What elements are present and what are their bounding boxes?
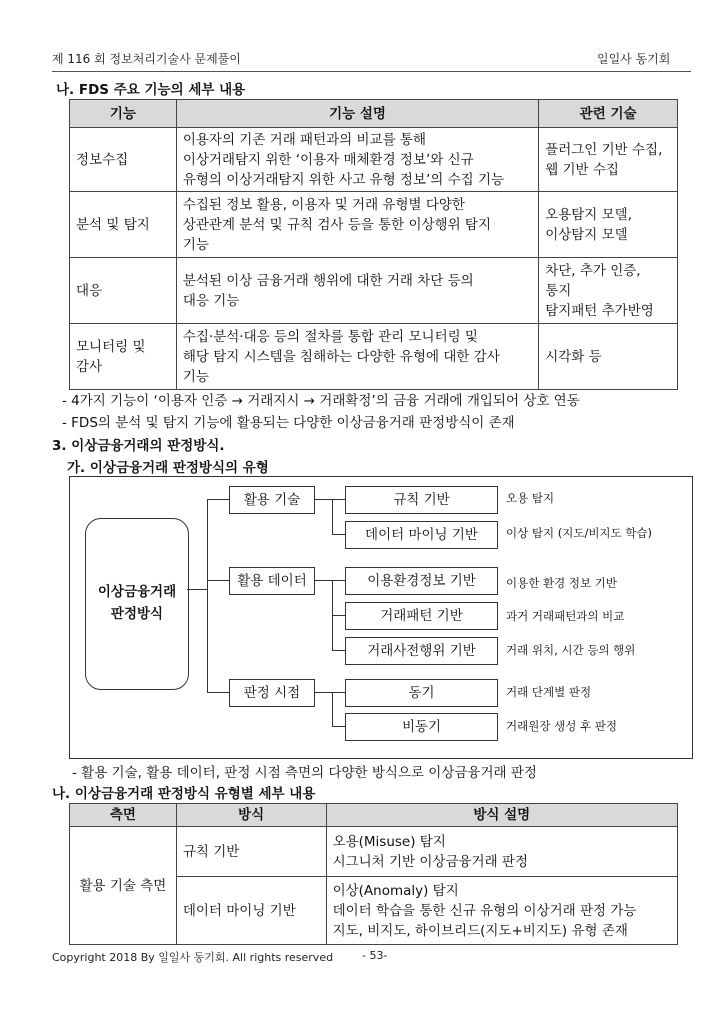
table-row: 데이터 마이닝 기반 이상(Anomaly) 탐지 데이터 학습을 통한 신규 유형의 이상거래 판정 가능 지도, 비지도, 하이브리드(지도+비지도) 유형 존재 — [70, 877, 678, 945]
leaf-box: 비동기 — [345, 713, 498, 741]
category-box: 활용 데이터 — [229, 567, 315, 595]
leaf-note: 거래원장 생성 후 판정 — [506, 719, 617, 733]
header-group: 일일사 동기회 — [597, 52, 671, 66]
col-header-tech: 관련 기술 — [539, 100, 678, 128]
leaf-note: 이용한 환경 정보 기반 — [506, 576, 617, 590]
leaf-note: 거래 위치, 시간 등의 행위 — [506, 643, 636, 657]
bullet-3: - 활용 기술, 활용 데이터, 판정 시점 측면의 다양한 방식으로 이상금융거래 판정 — [72, 765, 537, 781]
header-title: 제 116 회 정보처리기술사 문제풀이 — [52, 52, 241, 66]
bullet-1: - 4가지 기능이 ‘이용자 인증 → 거래지시 → 거래확정’의 금융 거래에 개입되어 상호 연동 — [62, 393, 580, 409]
table-row: 정보수집 이용자의 기존 거래 패턴과의 비교를 통해 이상거래탐지 위한 ‘이용자 매체환경 정보’와 신규 유형의 이상거래탐지 위한 사고 유형 정보’의 수집 기능 플러그인 기반 수집, 웹 기반 수집 — [70, 128, 678, 192]
section-heading-judgement: 3. 이상금융거래의 판정방식. — [52, 438, 225, 454]
leaf-box: 동기 — [345, 679, 498, 707]
judgement-detail-table — [69, 803, 678, 945]
judgement-diagram — [69, 476, 693, 759]
col-header-method-desc: 방식 설명 — [326, 804, 677, 827]
bullet-2: - FDS의 분석 및 탐지 기능에 활용되는 다양한 이상금융거래 판정방식이 존재 — [62, 415, 515, 431]
header-divider — [52, 71, 691, 72]
category-box: 활용 기술 — [229, 486, 315, 514]
category-box: 판정 시점 — [229, 679, 315, 707]
footer-copyright: Copyright 2018 By 일일사 동기회. All rights reserved — [52, 951, 334, 964]
leaf-note: 과거 거래패턴과의 비교 — [506, 609, 625, 623]
col-header-description: 기능 설명 — [176, 100, 538, 128]
root-node: 이상금융거래 판정방식 — [85, 518, 189, 690]
section-heading-details: 나. 이상금융거래 판정방식 유형별 세부 내용 — [52, 786, 316, 802]
table-row: 활용 기술 측면 규칙 기반 오용(Misuse) 탐지 시그니처 기반 이상금융거래 판정 — [70, 827, 678, 877]
leaf-box: 데이터 마이닝 기반 — [345, 521, 498, 549]
fds-feature-table — [69, 99, 678, 390]
table-row: 모니터링 및 감사 수집·분석·대응 등의 절차를 통합 관리 모니터링 및 해당 탐지 시스템을 침해하는 다양한 유형에 대한 감사 기능 시각화 등 — [70, 324, 678, 390]
leaf-box: 거래패턴 기반 — [345, 602, 498, 630]
table-row: 대응 분석된 이상 금융거래 행위에 대한 거래 차단 등의 대응 기능 차단, 추가 인증, 통지 탐지패턴 추가반영 — [70, 258, 678, 324]
table-row: 분석 및 탐지 수집된 정보 활용, 이용자 및 거래 유형별 다양한 상관관계 분석 및 규칙 검사 등을 통한 이상행위 탐지 기능 오용탐지 모델, 이상탐지 모델 — [70, 192, 678, 258]
subsection-heading-types: 가. 이상금융거래 판정방식의 유형 — [67, 460, 269, 476]
leaf-box: 거래사전행위 기반 — [345, 637, 498, 665]
col-header-aspect: 측면 — [70, 804, 177, 827]
leaf-note: 오용 탐지 — [506, 491, 555, 505]
col-header-feature: 기능 — [70, 100, 177, 128]
leaf-box: 규칙 기반 — [345, 486, 498, 514]
leaf-note: 이상 탐지 (지도/비지도 학습) — [506, 526, 653, 540]
leaf-box: 이용환경정보 기반 — [345, 567, 498, 595]
aspect-cell: 활용 기술 측면 — [70, 827, 177, 945]
page-number: - 53- — [362, 949, 388, 962]
leaf-note: 거래 단계별 판정 — [506, 685, 592, 699]
section-heading-fds: 나. FDS 주요 기능의 세부 내용 — [56, 82, 246, 98]
col-header-method: 방식 — [176, 804, 326, 827]
